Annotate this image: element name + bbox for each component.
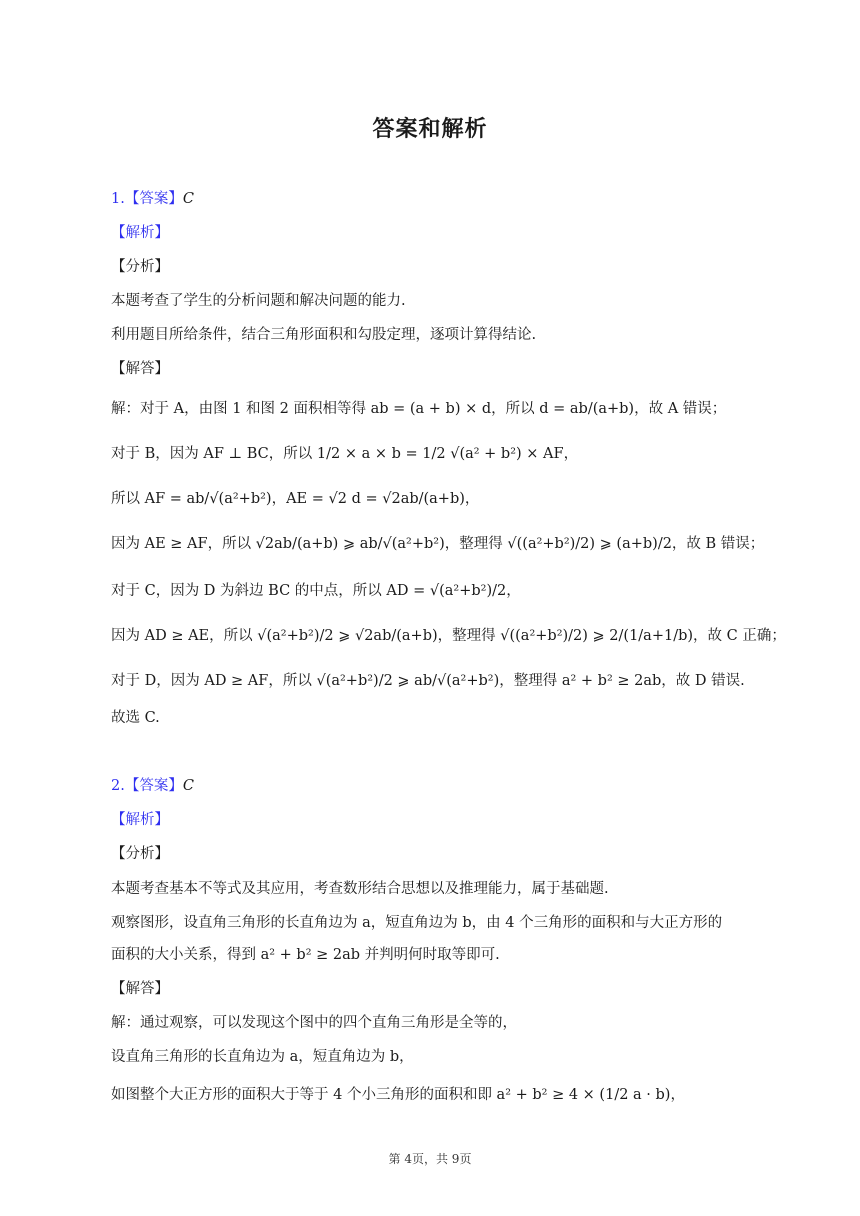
q2-fenxi-line2: 观察图形，设直角三角形的长直角边为 a，短直角边为 b，由 4 个三角形的面积和与大正方形的 — [111, 915, 723, 931]
q1-line-c1: 对于 C，因为 D 为斜边 BC 的中点，所以 AD = √(a²+b²)/2， — [111, 583, 521, 599]
q2-answer-tag: 【答案】 — [124, 778, 183, 794]
page-footer: 第 4页，共 9页 — [388, 1152, 472, 1166]
q1-answer-line — [111, 188, 194, 210]
q1-jieda-tag: 【解答】 — [111, 361, 169, 377]
q2-fenxi-line3: 面积的大小关系，得到 a² + b² ≥ 2ab 并判明何时取等即可. — [111, 947, 500, 963]
q1-line-b1: 对于 B，因为 AF ⊥ BC，所以 1/2 × a × b = 1/2 √(a² + b²) × AF， — [111, 446, 579, 462]
q2-answer: C — [182, 778, 194, 794]
q1-line-a: 解：对于 A，由图 1 和图 2 面积相等得 ab = (a + b) × d，所以 d = ab/(a+b)，故 A 错误； — [111, 401, 727, 417]
q1-analysis-tag: 【解析】 — [111, 225, 169, 241]
q2-analysis-tag: 【解析】 — [111, 812, 169, 828]
q1-line-d: 对于 D，因为 AD ≥ AF，所以 √(a²+b²)/2 ⩾ ab/√(a²+b²)，整理得 a² + b² ≥ 2ab，故 D 错误. — [111, 673, 745, 689]
q1-line-c2: 因为 AD ≥ AE，所以 √(a²+b²)/2 ⩾ √2ab/(a+b)，整理得 √((a²+b²)/2) ⩾ 2/(1/a+1/b)，故 C 正确； — [111, 628, 786, 644]
page-title: 答案和解析 — [372, 117, 488, 142]
q2-fenxi-tag: 【分析】 — [111, 846, 169, 862]
q2-answer-line — [111, 775, 194, 797]
q1-fenxi-line1: 本题考查了学生的分析问题和解决问题的能力. — [111, 293, 406, 309]
q2-jieda-tag: 【解答】 — [111, 981, 169, 997]
q2-number: 2. — [111, 778, 125, 794]
q1-line-b3: 因为 AE ≥ AF，所以 √2ab/(a+b) ⩾ ab/√(a²+b²)，整理得 √((a²+b²)/2) ⩾ (a+b)/2，故 B 错误； — [111, 536, 765, 552]
q1-answer: C — [182, 191, 194, 207]
q2-fenxi-line1: 本题考查基本不等式及其应用，考查数形结合思想以及推理能力，属于基础题. — [111, 881, 609, 897]
q1-line-b2: 所以 AF = ab/√(a²+b²)，AE = √2 d = √2ab/(a+b)， — [111, 491, 480, 507]
q2-line1: 解：通过观察，可以发现这个图中的四个直角三角形是全等的， — [111, 1015, 517, 1031]
q1-answer-tag: 【答案】 — [124, 191, 183, 207]
q1-fenxi-line2: 利用题目所给条件，结合三角形面积和勾股定理，逐项计算得结论. — [111, 327, 537, 343]
q2-line2: 设直角三角形的长直角边为 a，短直角边为 b， — [111, 1049, 414, 1065]
q2-line3: 如图整个大正方形的面积大于等于 4 个小三角形的面积和即 a² + b² ≥ 4 × (1/2 a · b)， — [111, 1087, 685, 1103]
q1-fenxi-tag: 【分析】 — [111, 259, 169, 275]
q1-number: 1. — [111, 191, 125, 207]
q1-conclusion: 故选 C. — [111, 710, 160, 726]
